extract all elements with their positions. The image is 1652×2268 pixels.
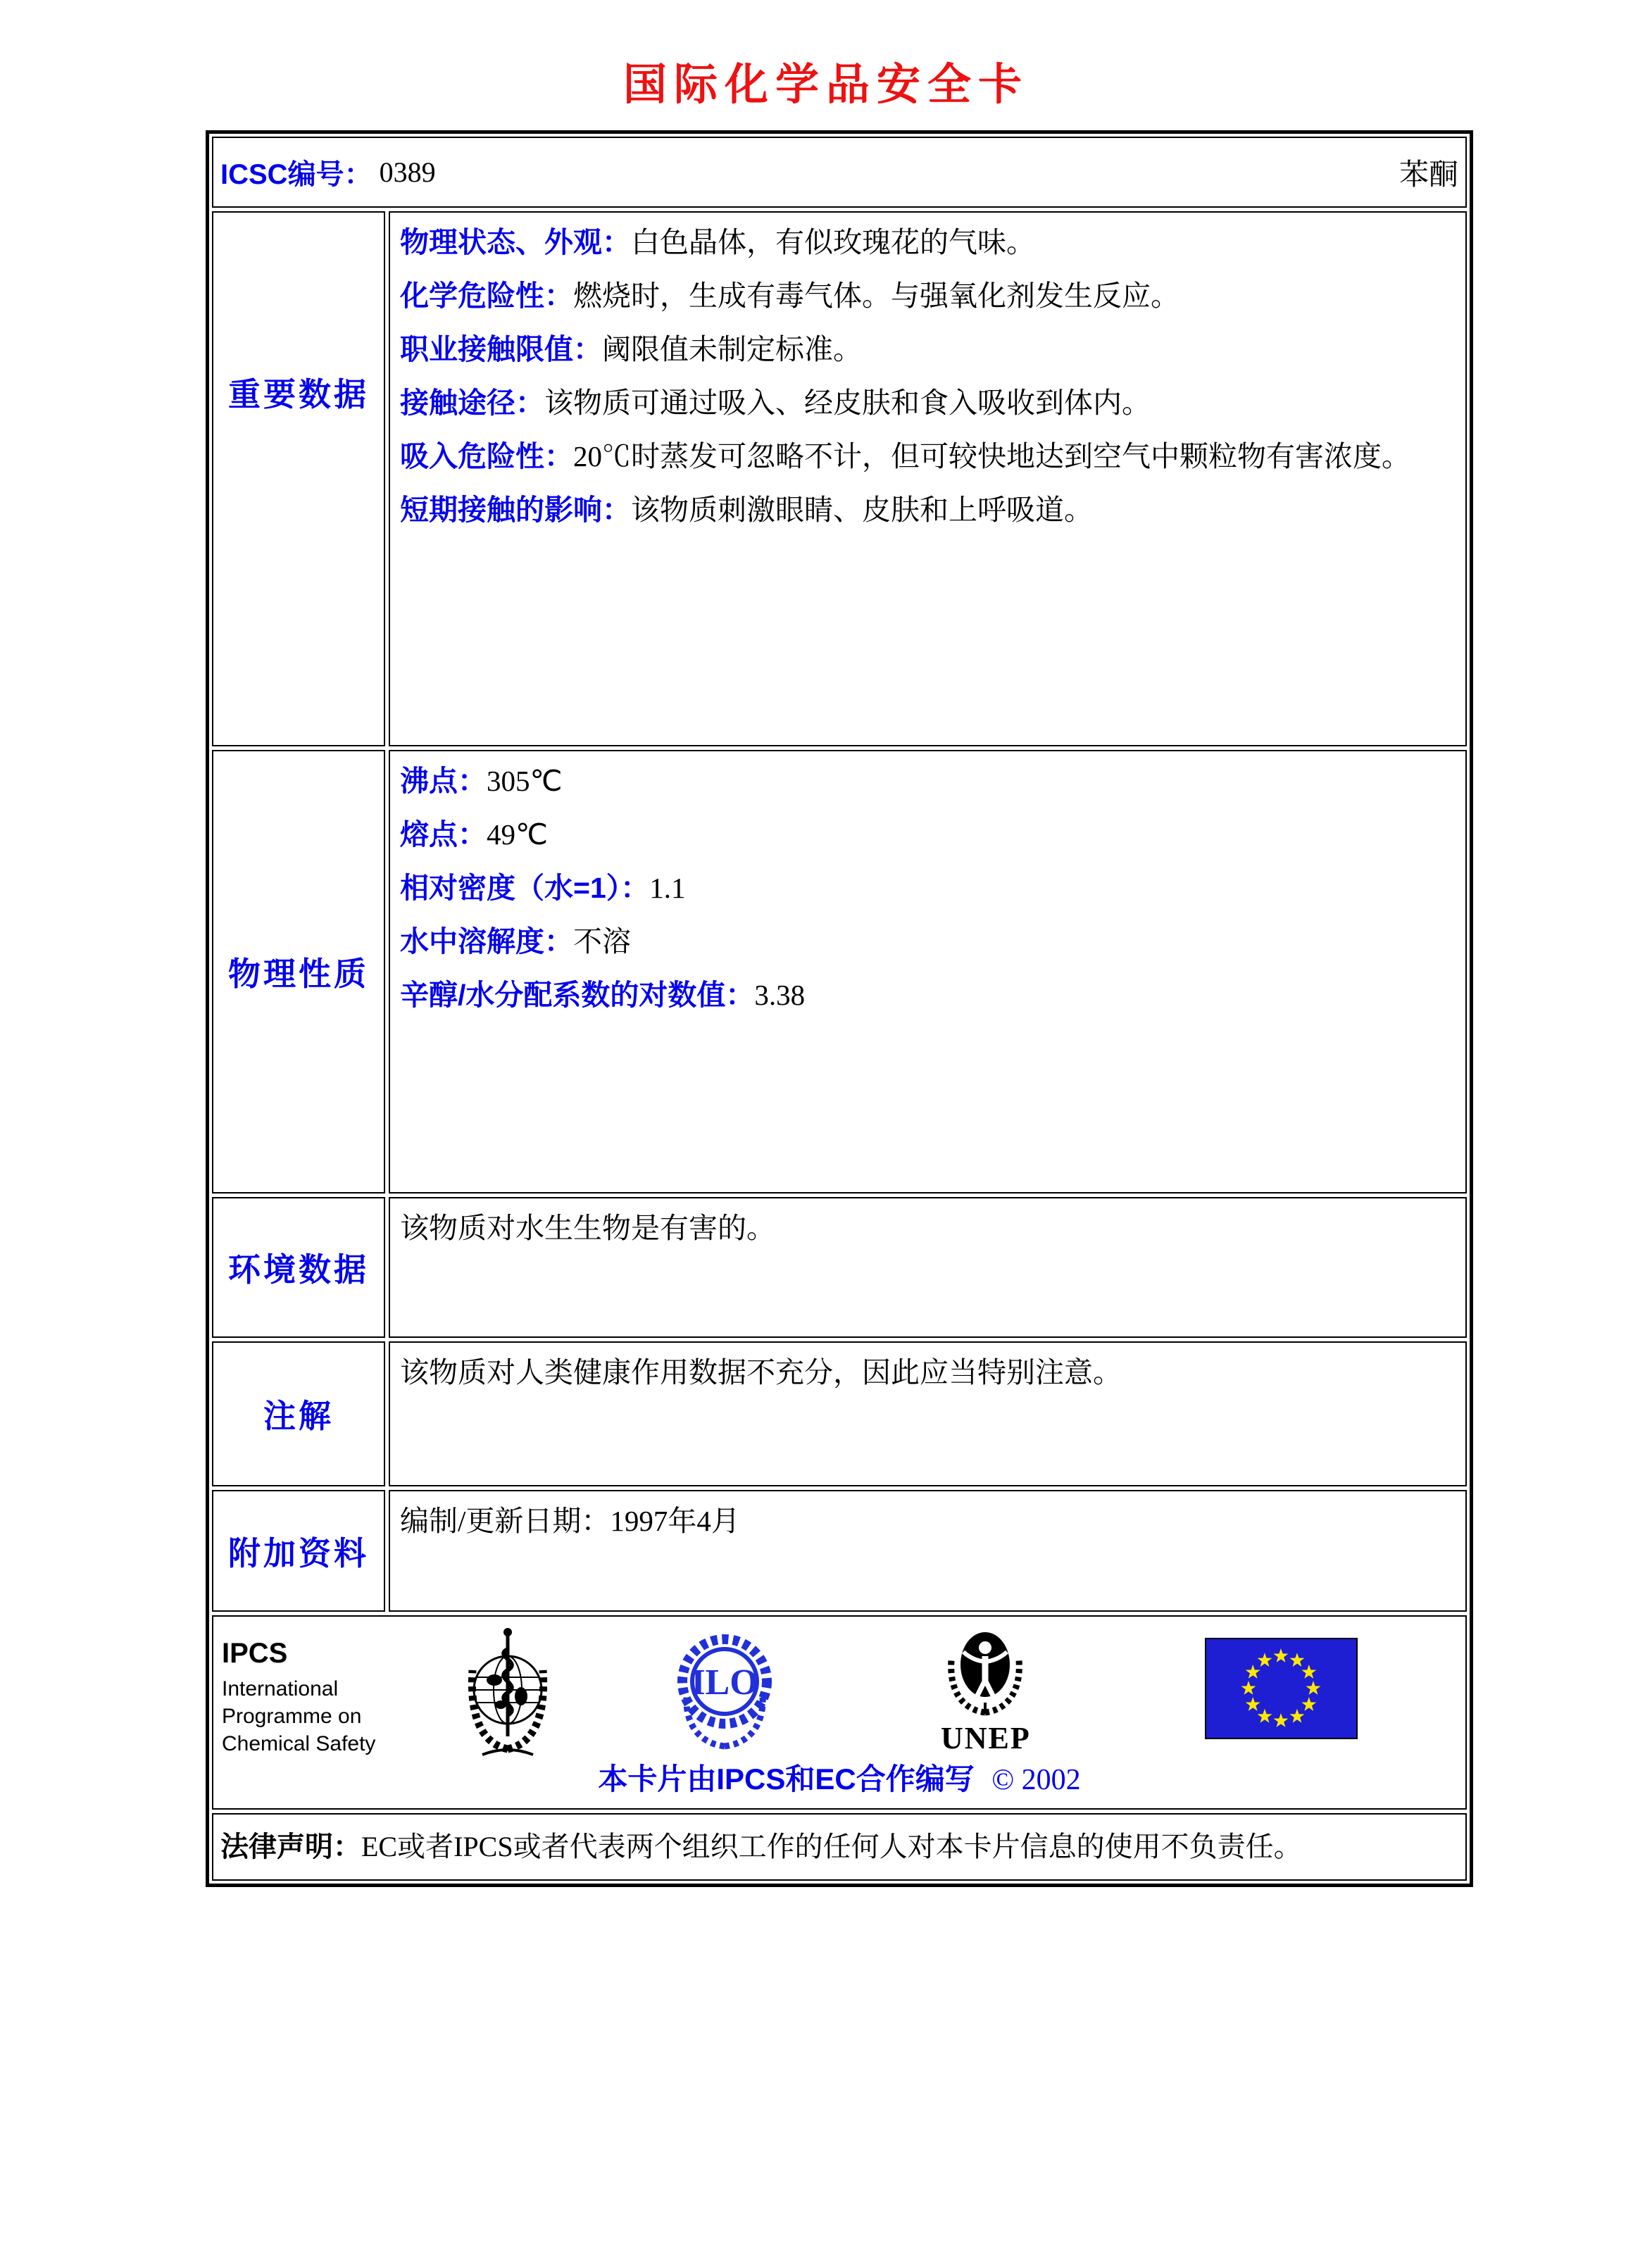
- additional-entry: [400, 1494, 1456, 1548]
- entry-text: 不溶: [573, 925, 631, 958]
- physical-entry: [400, 968, 1456, 1022]
- entry-label: 化学危险性：: [400, 280, 573, 312]
- legal-row: [212, 1813, 1467, 1881]
- entry-label: 吸入危险性：: [400, 440, 573, 472]
- ipcs-acronym: IPCS: [222, 1638, 288, 1669]
- entry-label: 辛醇/水分配系数的对数值：: [400, 979, 755, 1011]
- important-entry: [400, 376, 1456, 430]
- physical-properties-row: [212, 750, 1467, 1193]
- chemical-name: 苯酮: [1398, 158, 1458, 192]
- important-data-section-label: 重要数据: [212, 211, 385, 746]
- ilo-letters: ILO: [691, 1662, 758, 1703]
- ipcs-text-block: [222, 1638, 375, 1758]
- important-entry: [400, 215, 1456, 269]
- additional-info-section-label: 附加资料: [212, 1490, 385, 1612]
- notes-row: [212, 1341, 1467, 1486]
- physical-entry: [400, 861, 1456, 915]
- notes-section-label: 注解: [212, 1341, 385, 1486]
- physical-entry: [400, 754, 1456, 808]
- entry-label: 熔点：: [400, 818, 487, 851]
- icsc-number-value: 0389: [379, 156, 436, 188]
- logos-row: [212, 1615, 1467, 1810]
- entry-label: 短期接触的影响：: [400, 494, 631, 526]
- page-title: 国际化学品安全卡: [622, 61, 1029, 109]
- unep-logo-icon: [941, 1621, 1030, 1756]
- important-entry: [400, 269, 1456, 322]
- entry-text: 305℃: [487, 765, 563, 797]
- important-data-content: [389, 211, 1467, 746]
- entry-label: 编制/更新日期：: [400, 1505, 611, 1537]
- header-row: [212, 137, 1467, 208]
- entry-label: 水中溶解度：: [400, 925, 573, 958]
- icsc-number-label: ICSC编号：: [220, 159, 373, 190]
- physical-entry: [400, 915, 1456, 968]
- who-logo-icon: [461, 1625, 554, 1767]
- entry-text: 1997年4月: [610, 1505, 740, 1537]
- additional-info-content: [389, 1490, 1467, 1612]
- entry-text: 该物质可通过吸入、经皮肤和食入吸收到体内。: [544, 387, 1151, 419]
- entry-label: 相对密度（水=1）：: [400, 872, 650, 904]
- entry-text: 白色晶体，有似玫瑰花的气味。: [631, 226, 1035, 258]
- entry-text: 49℃: [487, 818, 549, 851]
- physical-properties-section-label: 物理性质: [212, 750, 385, 1193]
- additional-info-row: [212, 1490, 1467, 1612]
- entry-label: 物理状态、外观：: [400, 226, 631, 258]
- logos-cell: [212, 1615, 1467, 1810]
- icsc-card-table: [206, 130, 1473, 1887]
- entry-label: 接触途径：: [400, 387, 544, 419]
- eu-flag-icon: [1205, 1638, 1358, 1743]
- important-entry: [400, 430, 1456, 483]
- unep-wordmark: UNEP: [941, 1721, 1031, 1755]
- entry-text: 1.1: [649, 872, 686, 904]
- entry-text: 阈限值未制定标准。: [602, 333, 862, 365]
- ipcs-line: International: [222, 1677, 339, 1700]
- legal-label: 法律声明：: [220, 1831, 361, 1862]
- legal-cell: [212, 1813, 1467, 1881]
- entry-label: 沸点：: [400, 765, 487, 797]
- cooperation-caption: [213, 1756, 1465, 1798]
- important-data-row: [212, 211, 1467, 746]
- copyright-text: © 2002: [991, 1764, 1081, 1796]
- environment-data-row: [212, 1197, 1467, 1338]
- entry-text: 该物质刺激眼睛、皮肤和上呼吸道。: [631, 494, 1093, 526]
- legal-text: EC或者IPCS或者代表两个组织工作的任何人对本卡片信息的使用不负责任。: [361, 1831, 1302, 1862]
- ipcs-line: Programme on: [222, 1705, 362, 1728]
- entry-label: 职业接触限值：: [400, 333, 602, 365]
- header-cell: [212, 137, 1467, 208]
- entry-text: 20℃时蒸发可忽略不计，但可较快地达到空气中颗粒物有害浓度。: [573, 440, 1410, 472]
- important-entry: [400, 322, 1456, 376]
- entry-text: 燃烧时，生成有毒气体。与强氧化剂发生反应。: [573, 280, 1179, 312]
- notes-content: 该物质对人类健康作用数据不充分，因此应当特别注意。: [389, 1341, 1467, 1486]
- ilo-logo-icon: [671, 1627, 778, 1754]
- environment-section-label: 环境数据: [212, 1197, 385, 1338]
- physical-properties-content: [389, 750, 1467, 1193]
- ipcs-line: Chemical Safety: [222, 1732, 376, 1755]
- environment-content: 该物质对水生生物是有害的。: [389, 1197, 1467, 1338]
- important-entry: [400, 483, 1456, 537]
- entry-text: 3.38: [754, 979, 806, 1011]
- physical-entry: [400, 808, 1456, 861]
- caption-text: 本卡片由IPCS和EC合作编写: [598, 1762, 975, 1796]
